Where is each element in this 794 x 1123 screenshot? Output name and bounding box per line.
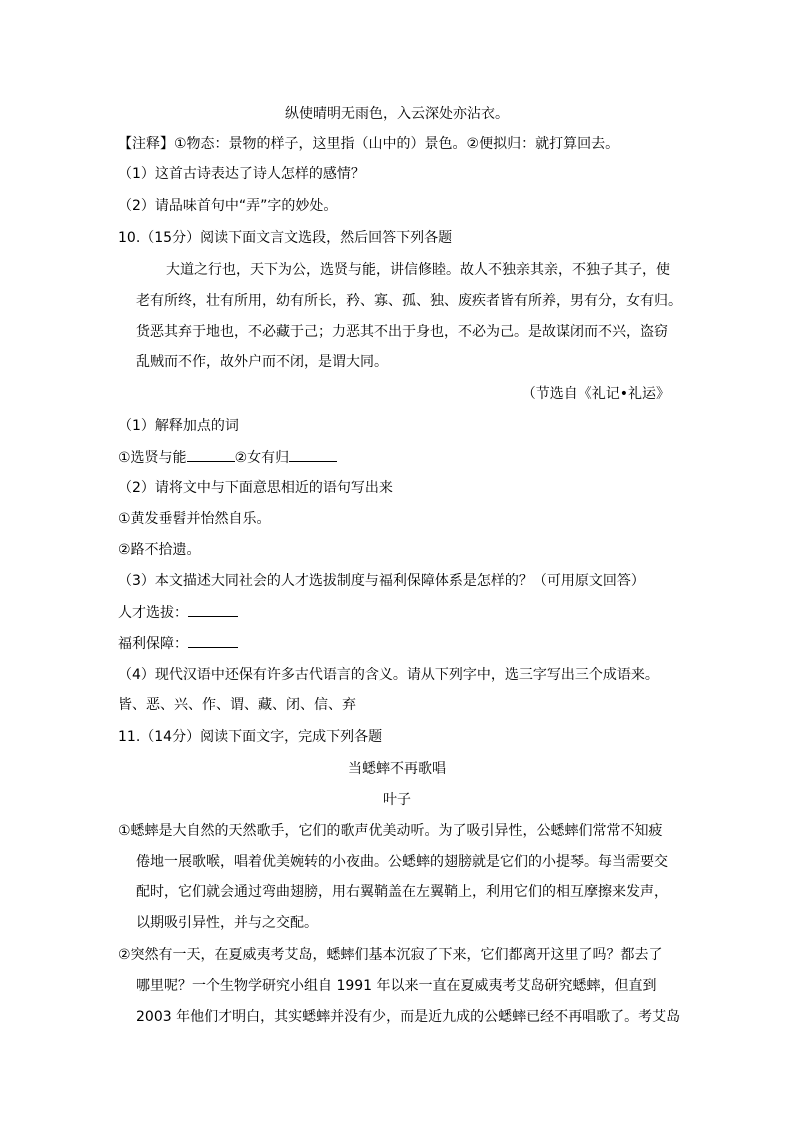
- para1-line-1: ①蟋蟀是大自然的天然歌手，它们的歌声优美动听。为了吸引异性，公蟋蟀们常常不知疲: [118, 823, 663, 839]
- q10-4: （4）现代汉语中还保有许多古代语言的含义。请从下列字中，选三字写出三个成语来。: [118, 667, 659, 683]
- para1-line-3: 配时，它们就会通过弯曲翅膀，用右翼鞘盖在左翼鞘上，利用它们的相互摩擦来发声，: [136, 884, 668, 900]
- q10-3-welfare-row: [118, 633, 238, 654]
- answer-blank[interactable]: [188, 602, 238, 617]
- passage-line-2: 老有所终，壮有所用，幼有所长，矜、寡、孤、独、废疾者皆有所养，男有分，女有归。: [136, 293, 682, 309]
- para1-line-4: 以期吸引异性，并与之交配。: [136, 915, 318, 931]
- answer-blank[interactable]: [289, 447, 337, 462]
- q10-header: 10.（15分）阅读下面文言文选段，然后回答下列各题: [118, 230, 453, 246]
- q10-3-talent-row: [118, 602, 238, 623]
- q10-3-item-1: 人才选拔：: [118, 605, 188, 621]
- q10-1-items: [118, 447, 337, 468]
- passage-line-1: 大道之行也，天下为公，选贤与能，讲信修睦。故人不独亲其亲，不独子其子，使: [166, 262, 670, 278]
- q10-2-item-2: ②路不拾遗。: [118, 542, 201, 558]
- passage-line-4: 乱贼而不作，故外户而不闭，是谓大同。: [136, 354, 388, 370]
- q10-2-item-1: ①黄发垂髫并怡然自乐。: [118, 511, 271, 527]
- q10-3: （3）本文描述大同社会的人才选拔制度与福利保障体系是怎样的？（可用原文回答）: [118, 573, 645, 589]
- para2-line-1: ②突然有一天，在夏威夷考艾岛，蟋蟀们基本沉寂了下来，它们都离开这里了吗？都去了: [118, 947, 663, 963]
- q10-3-item-2: 福利保障：: [118, 636, 188, 652]
- q10-4-chars: 皆、恶、兴、作、谓、藏、闭、信、弃: [118, 697, 356, 713]
- article-title: 当蟋蟀不再歌唱: [348, 761, 446, 777]
- q9-1: （1）这首古诗表达了诗人怎样的感情？: [118, 166, 365, 182]
- q9-2: （2）请品味首句中“弄”字的妙处。: [118, 198, 338, 214]
- answer-blank[interactable]: [187, 447, 235, 462]
- passage-line-3: 货恶其弃于地也，不必藏于己；力恶其不出于身也，不必为己。是故谋闭而不兴，盗窃: [136, 324, 668, 340]
- para2-line-2: 哪里呢？一个生物学研究小组自 1991 年以来一直在夏威夷考艾岛研究蟋蟀，但直到: [136, 978, 657, 994]
- para2-line-3: 2003 年他们才明白，其实蟋蟀并没有少，而是近九成的公蟋蟀已经不再唱歌了。考艾岛: [136, 1009, 681, 1025]
- poem-notes: 【注释】①物态：景物的样子，这里指（山中的）景色。②便拟归：就打算回去。: [118, 136, 620, 152]
- q11-header: 11.（14分）阅读下面文字，完成下列各题: [118, 729, 383, 745]
- passage-source: （节选自《礼记•礼运》: [521, 386, 670, 402]
- poem-last-line: 纵使晴明无雨色，入云深处亦沾衣。: [285, 106, 509, 122]
- q10-2: （2）请将文中与下面意思相近的语句写出来: [118, 480, 393, 496]
- q10-1-item-2: ②女有归: [234, 450, 290, 466]
- q10-1-item-1: ①选贤与能: [118, 450, 187, 466]
- answer-blank[interactable]: [188, 633, 238, 648]
- para1-line-2: 倦地一展歌喉，唱着优美婉转的小夜曲。公蟋蟀的翅膀就是它们的小提琴。每当需要交: [136, 854, 668, 870]
- article-author: 叶子: [383, 792, 411, 808]
- q10-1: （1）解释加点的词: [118, 418, 239, 434]
